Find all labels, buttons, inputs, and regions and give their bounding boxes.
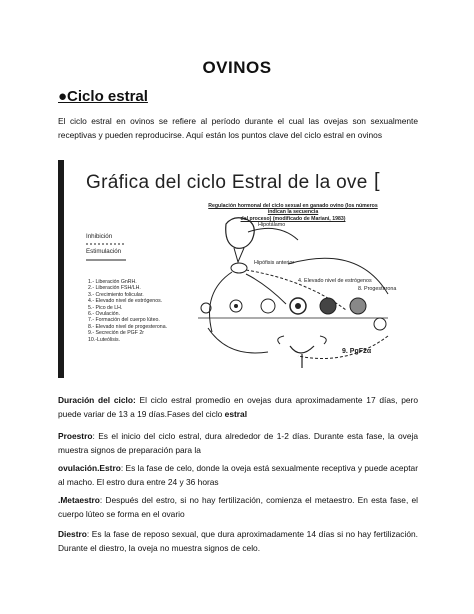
cycle-duration-tail: estral (224, 409, 248, 419)
cycle-duration-label: Duración del ciclo: (58, 395, 136, 405)
section-heading: ●Ciclo estral (58, 88, 148, 105)
proestrus-paragraph (58, 429, 418, 457)
diestrus-text: : Es la fase de reposo sexual, que dura aproximadamente 14 días si no hay fertilización. Durante el diestro, la oveja no muestra signos de celo. (58, 529, 418, 553)
list-item: 1.- Liberación GnRH. (88, 279, 137, 285)
legend-stimulation-label: Estimulación (86, 248, 122, 255)
intro-paragraph: El ciclo estral en ovinos se refiere al período durante el cual las ovejas son sexualmente receptivas y pueden reproducirse. Aquí están los puntos clave del ciclo estral en ovinos (58, 116, 418, 140)
list-item: 3.- Crecimiento folicular. (88, 291, 144, 298)
list-item: 10.-Luteólisis. (88, 336, 121, 343)
list-item: 8.- Elevado nivel de progesterona. (88, 323, 168, 330)
hormone-cycle-diagram (58, 160, 418, 378)
estrus-text: : Es la fase de celo, donde la oveja está sexualmente receptiva y puede aceptar al macho. El estro dura entre 24 y 36 horas (58, 463, 418, 487)
luteolysis-mark (374, 318, 386, 330)
metestrus-text: : Después del estro, si no hay fertilización, comienza el metaestro. En esta fase, el cuerpo lúteo se forma en el ovario (58, 495, 418, 519)
metestrus-paragraph (58, 493, 418, 521)
estrous-cycle-figure (58, 160, 418, 378)
list-item: 9.- Secreción de PGF 2r (88, 330, 144, 337)
follicle-mark (234, 304, 238, 308)
list-item: 5.- Pico de LH. (88, 304, 123, 311)
list-item: 7.- Formación del cuerpo lúteo. (88, 317, 160, 324)
label-pituitary: Hipófisis anterior (254, 260, 295, 266)
legend-inhibition-label: Inhibición (86, 233, 113, 240)
follicle-mark (295, 303, 301, 309)
figure-title-cut-bracket: [ (374, 170, 380, 192)
follicle-mark (261, 299, 275, 313)
label-estrogen: 4. Elevado nivel de estrógenos (298, 278, 372, 284)
cycle-duration-text: El ciclo estral promedio en ovejas dura aproximadamente 17 días, pero puede variar de 13 a 19 días.Fases del ciclo (58, 395, 418, 419)
uterus-shape (290, 346, 314, 368)
figure-subtitle-line: indican la secuencia (267, 209, 319, 216)
cycle-duration-paragraph (58, 393, 418, 421)
arrow-path (210, 272, 233, 332)
proestrus-text: : Es el inicio del ciclo estral, dura alrededor de 1-2 días. Durante esta fase, la oveja muestra signos de preparación para la (58, 431, 418, 455)
corpus-luteum-mark (320, 298, 336, 314)
figure-title: Gráfica del ciclo Estral de la ove (86, 172, 368, 193)
estrus-label: ovulación.Estro (58, 463, 121, 473)
diestrus-label: Diestro (58, 529, 87, 539)
figure-edge-bar (58, 160, 64, 378)
list-item: 2.- Liberación FSH/LH. (88, 285, 141, 292)
metestrus-label: .Metaestro (58, 495, 100, 505)
corpus-luteum-mark (350, 298, 366, 314)
label-progesterone: 8. Progesterona (358, 286, 397, 292)
figure-subtitle-line: del proceso) (modificado de Mariani, 1983) (240, 215, 346, 222)
label-hypothalamus: Hipotálamo (258, 222, 286, 228)
list-item: 4.- Elevado nivel de estrógenos. (88, 298, 163, 305)
label-pgf: 9. PgF2α (342, 348, 372, 355)
arrow-path (248, 228, 298, 240)
diestrus-paragraph (58, 527, 418, 555)
list-item: 6.- Ovulación. (88, 311, 121, 318)
arrow-path (208, 328, 268, 353)
pituitary-shape (231, 263, 247, 273)
page-title: OVINOS (202, 58, 272, 77)
figure-subtitle-line: Regulación hormonal del ciclo sexual en ganado ovino (los números (208, 203, 378, 209)
pituitary-stalk (234, 248, 244, 262)
proestrus-label: Proestro (58, 431, 93, 441)
hypothalamus-shape (226, 218, 255, 249)
estrus-paragraph (58, 461, 418, 489)
uterus-horn (278, 336, 327, 344)
